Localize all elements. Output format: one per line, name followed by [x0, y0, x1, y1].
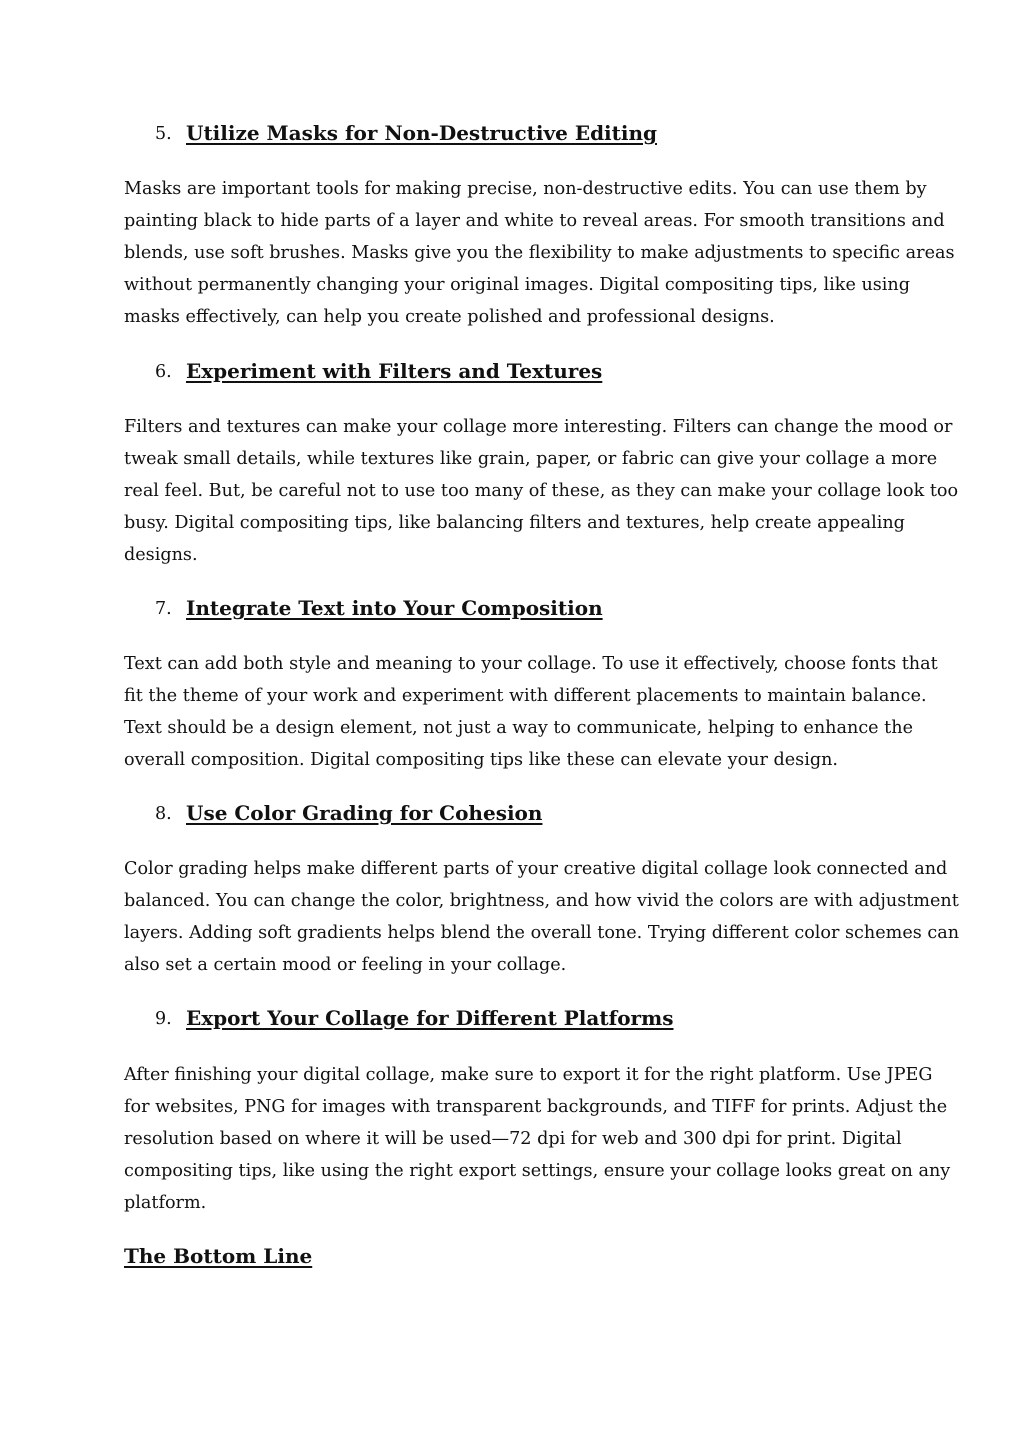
paragraph-line: painting black to hide parts of a layer and white to reveal areas. For smooth transitions and [124, 211, 945, 231]
section-number: 6. [155, 362, 172, 382]
paragraph-line: overall composition. Digital compositing tips like these can elevate your design. [124, 750, 839, 770]
section-title: Integrate Text into Your Composition [186, 596, 603, 620]
paragraph-line: platform. [124, 1193, 207, 1213]
paragraph-line: layers. Adding soft gradients helps blend the overall tone. Trying different color schemes can [124, 923, 960, 943]
paragraph-line: for websites, PNG for images with transparent backgrounds, and TIFF for prints. Adjust the [124, 1097, 948, 1117]
paragraph-line: balanced. You can change the color, brightness, and how vivid the colors are with adjustment [124, 891, 959, 911]
paragraph-line: compositing tips, like using the right export settings, ensure your collage looks great on any [124, 1161, 951, 1181]
section-paragraph-8 [124, 853, 960, 981]
section-title: Export Your Collage for Different Platforms [186, 1006, 674, 1030]
section-number: 9. [155, 1009, 172, 1029]
section-heading-5 [124, 121, 904, 149]
paragraph-line: without permanently changing your original images. Digital compositing tips, like using [124, 275, 911, 295]
paragraph-line: Color grading helps make different parts of your creative digital collage look connected and [124, 859, 948, 879]
paragraph-line: Text should be a design element, not just a way to communicate, helping to enhance the [124, 718, 913, 738]
paragraph-line: designs. [124, 545, 198, 565]
paragraph-line: fit the theme of your work and experiment with different placements to maintain balance. [124, 686, 927, 706]
section-heading-9 [124, 1006, 904, 1034]
section-paragraph-9 [124, 1059, 951, 1219]
paragraph-line: masks effectively, can help you create polished and professional designs. [124, 307, 775, 327]
section-title: Experiment with Filters and Textures [186, 359, 603, 383]
section-paragraph-6 [124, 411, 959, 571]
section-title: Use Color Grading for Cohesion [186, 801, 543, 825]
paragraph-line: Masks are important tools for making precise, non-destructive edits. You can use them by [124, 179, 927, 199]
paragraph-line: Text can add both style and meaning to your collage. To use it effectively, choose fonts that [124, 654, 938, 674]
paragraph-line: also set a certain mood or feeling in your collage. [124, 955, 567, 975]
paragraph-line: Filters and textures can make your collage more interesting. Filters can change the mood or [124, 417, 953, 437]
bottom-line-heading: The Bottom Line [124, 1244, 313, 1268]
section-paragraph-5 [124, 173, 955, 333]
section-heading-8 [124, 801, 904, 829]
section-number: 7. [155, 599, 172, 619]
paragraph-line: After finishing your digital collage, make sure to export it for the right platform. Use JPEG [124, 1065, 933, 1085]
section-heading-6 [124, 359, 904, 387]
paragraph-line: resolution based on where it will be used—72 dpi for web and 300 dpi for print. Digital [124, 1129, 902, 1149]
paragraph-line: tweak small details, while textures like grain, paper, or fabric can give your collage a more [124, 449, 938, 469]
section-heading-7 [124, 596, 904, 624]
section-paragraph-7 [124, 648, 938, 776]
section-number: 5. [155, 124, 172, 144]
paragraph-line: busy. Digital compositing tips, like balancing filters and textures, help create appealing [124, 513, 905, 533]
section-number: 8. [155, 804, 172, 824]
paragraph-line: blends, use soft brushes. Masks give you the flexibility to make adjustments to specific areas [124, 243, 955, 263]
section-title: Utilize Masks for Non-Destructive Editing [186, 121, 658, 145]
paragraph-line: real feel. But, be careful not to use too many of these, as they can make your collage look too [124, 481, 959, 501]
